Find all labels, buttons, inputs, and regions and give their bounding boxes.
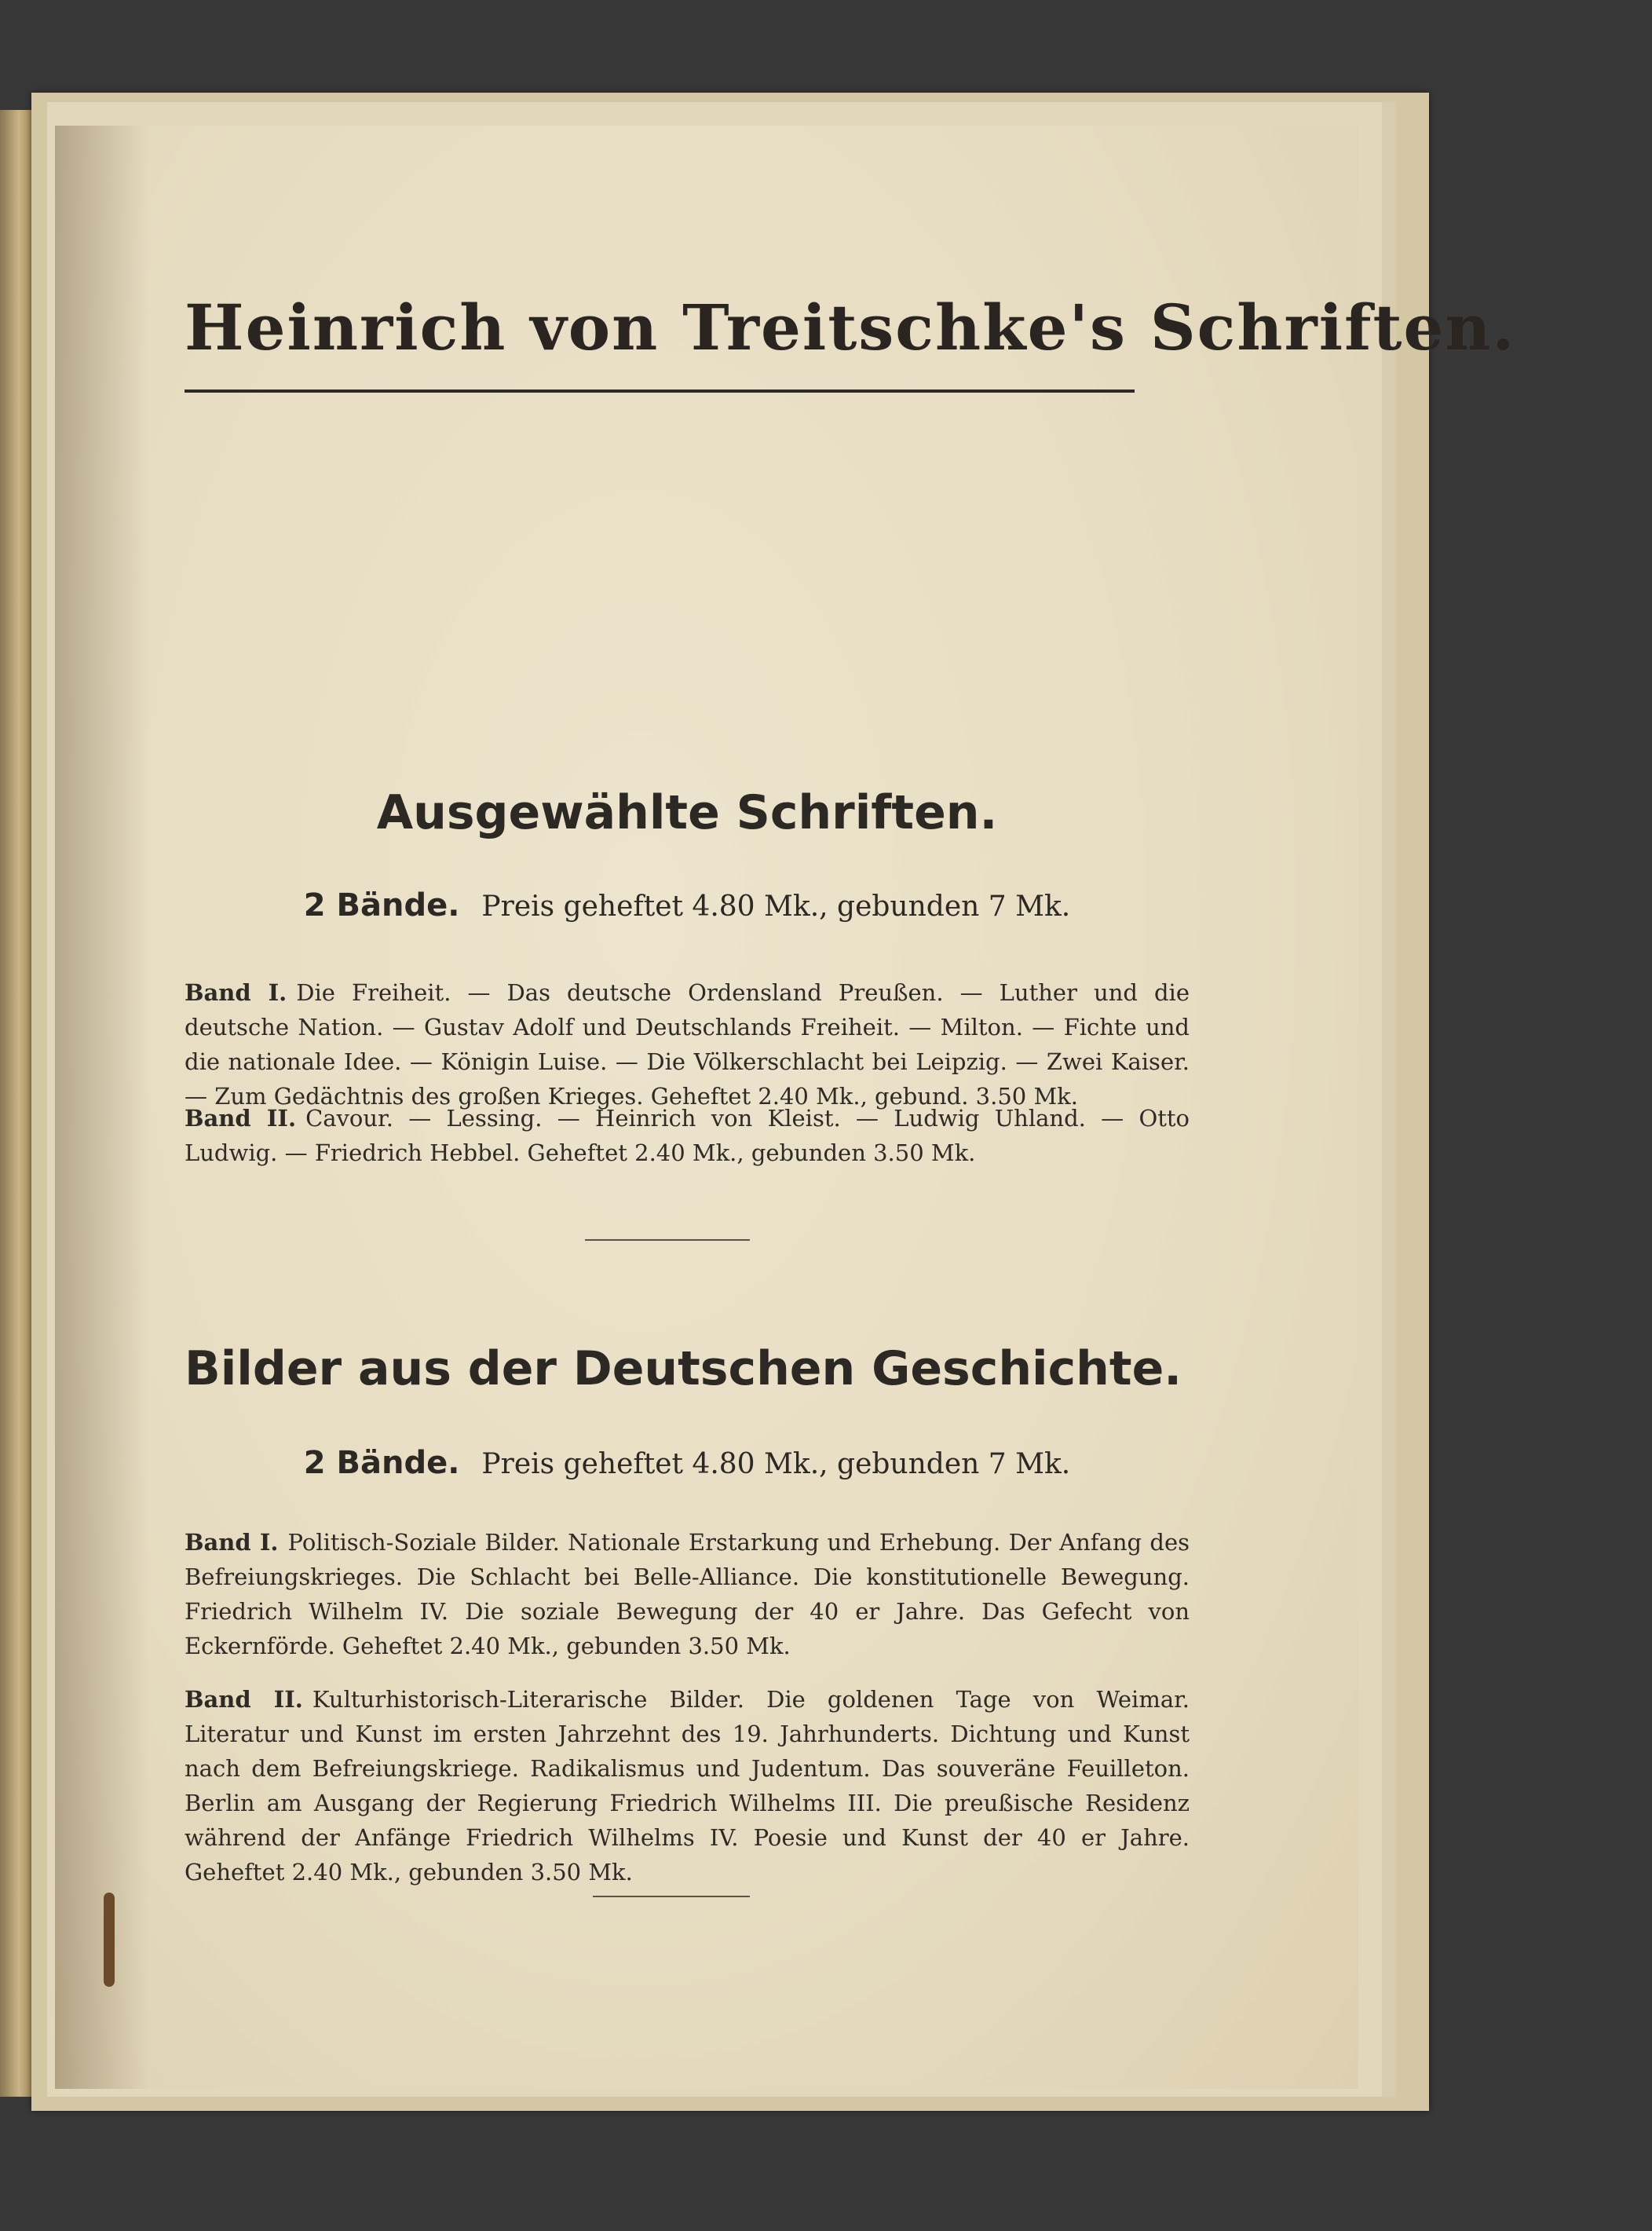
band-entry bbox=[185, 1682, 1190, 1889]
section-divider bbox=[593, 1896, 750, 1897]
band-entry bbox=[185, 975, 1190, 1114]
band-contents: Kulturhistorisch-Literarische Bilder. Die goldenen Tage von Weimar. Literatur und Kunst im ersten Jahrzehnt des 19. Jahrhunderts. Dichtung und Kunst nach dem Befreiungskriege. Radikalismus und Judentum. Das souveräne Feuilleton. Berlin am Ausgang der Regierung Friedrich Wilhelms III. Die preußische Residenz während der Anfänge Friedrich Wilhelms IV. Poesie und Kunst der 40 er Jahre. Geheftet 2.40 Mk., gebunden 3.50 Mk. bbox=[185, 1686, 1190, 1885]
book-spine-edge bbox=[0, 110, 31, 2097]
section-title-bilder-aus-der-deutschen-geschichte: Bilder aus der Deutschen Geschichte. bbox=[185, 1341, 1182, 1396]
section-price-line bbox=[185, 1445, 1190, 1481]
band-entry bbox=[185, 1101, 1190, 1170]
section-divider bbox=[585, 1239, 750, 1241]
volumes-label: 2 Bände. bbox=[303, 1445, 460, 1481]
book-page bbox=[55, 126, 1516, 2089]
binding-stitch bbox=[104, 1893, 115, 1987]
band-contents: Politisch-Soziale Bilder. Nationale Erstarkung und Erhebung. Der Anfang des Befreiungskrieges. Die Schlacht bei Belle-Alliance. Die konstitutionelle Bewegung. Friedrich Wilhelm IV. Die soziale Bewegung der 40 er Jahre. Das Gefecht von Eckernförde. Geheftet 2.40 Mk., gebunden 3.50 Mk. bbox=[185, 1529, 1190, 1659]
band-contents: Cavour. — Lessing. — Heinrich von Kleist. — Ludwig Uhland. — Otto Ludwig. — Friedrich Hebbel. Geheftet 2.40 Mk., gebunden 3.50 Mk. bbox=[185, 1105, 1190, 1166]
band-label: Band I. bbox=[185, 1529, 279, 1556]
band-label: Band II. bbox=[185, 1105, 297, 1132]
section-price-line bbox=[185, 887, 1190, 923]
band-label: Band II. bbox=[185, 1686, 303, 1713]
band-contents: Die Freiheit. — Das deutsche Ordensland Preußen. — Luther und die deutsche Nation. — Gustav Adolf und Deutschlands Freiheit. — Milton. — Fichte und die nationale Idee. — Königin Luise. — Die Völkerschlacht bei Leipzig. — Zwei Kaiser. — Zum Gedächtnis des großen Krieges. Geheftet 2.40 Mk., gebund. 3.50 Mk. bbox=[185, 979, 1190, 1110]
section-title-ausgewaehlte-schriften: Ausgewählte Schriften. bbox=[376, 785, 998, 840]
gutter-shadow bbox=[55, 126, 149, 2089]
page-title: Heinrich von Treitschke's Schriften. bbox=[185, 291, 1516, 364]
price-text: Preis geheftet 4.80 Mk., gebunden 7 Mk. bbox=[481, 1448, 1071, 1480]
band-label: Band I. bbox=[185, 979, 287, 1006]
volumes-label: 2 Bände. bbox=[303, 887, 460, 923]
title-underline bbox=[185, 390, 1135, 393]
price-text: Preis geheftet 4.80 Mk., gebunden 7 Mk. bbox=[481, 891, 1071, 923]
band-entry bbox=[185, 1525, 1190, 1663]
